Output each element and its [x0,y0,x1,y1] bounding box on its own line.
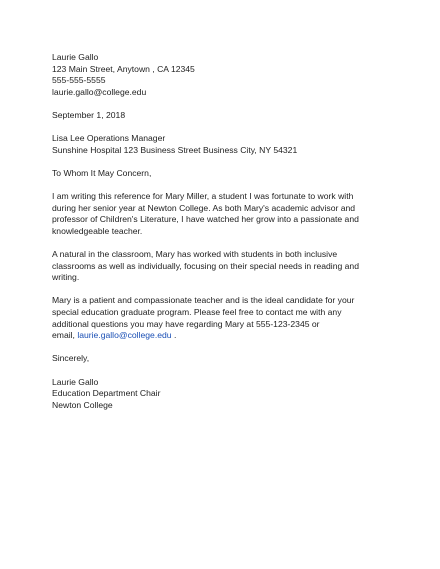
sender-email: laurie.gallo@college.edu [52,86,147,97]
signature-block [52,377,392,412]
closing: Sincerely, [52,353,90,364]
email-suffix: . [171,330,177,341]
paragraph-line-with-email [52,330,392,342]
sender-phone: 555-555-5555 [52,75,106,86]
sender-name: Laurie Gallo [52,52,99,62]
paragraph-line: special education graduate program. Please feel free to contact me with any [52,307,342,318]
signer-name: Laurie Gallo [52,376,99,387]
letter-date: September 1, 2018 [52,109,126,120]
contact-email-link[interactable]: laurie.gallo@college.edu [77,330,172,341]
reference-letter [52,52,392,411]
body-paragraph-2 [52,249,392,284]
recipient-block [52,133,392,156]
spacer [52,342,392,354]
paragraph-line: classrooms as well as individually, focusing on their special needs in reading and [52,260,359,271]
spacer [52,98,392,110]
spacer [52,122,392,134]
signer-title: Education Department Chair [52,388,161,399]
paragraph-line: I am writing this reference for Mary Miller, a student I was fortunate to work with [52,191,354,202]
paragraph-line: during her senior year at Newton College. As both Mary's academic advisor and [52,202,356,213]
paragraph-line: professor of Children's Literature, I have watched her grow into a passionate and [52,214,359,225]
sender-address-block [52,52,392,98]
paragraph-line: additional questions you may have regarding Mary at 555-123-2345 or [52,318,320,329]
recipient-address: Sunshine Hospital 123 Business Street Business City, NY 54321 [52,144,298,155]
spacer [52,156,392,168]
sender-street: 123 Main Street, Anytown , CA 12345 [52,63,195,74]
paragraph-line: A natural in the classroom, Mary has worked with students in both inclusive [52,249,338,260]
paragraph-line: Mary is a patient and compassionate teacher and is the ideal candidate for your [52,295,355,306]
recipient-name-title: Lisa Lee Operations Manager [52,133,166,144]
paragraph-line: knowledgeable teacher. [52,225,143,236]
spacer [52,365,392,377]
spacer [52,284,392,296]
spacer [52,180,392,192]
paragraph-line: writing. [52,272,80,283]
signer-organization: Newton College [52,399,113,410]
email-prefix: email, [52,330,78,341]
body-paragraph-3 [52,295,392,341]
spacer [52,238,392,250]
salutation: To Whom It May Concern, [52,167,152,178]
body-paragraph-1 [52,191,392,237]
